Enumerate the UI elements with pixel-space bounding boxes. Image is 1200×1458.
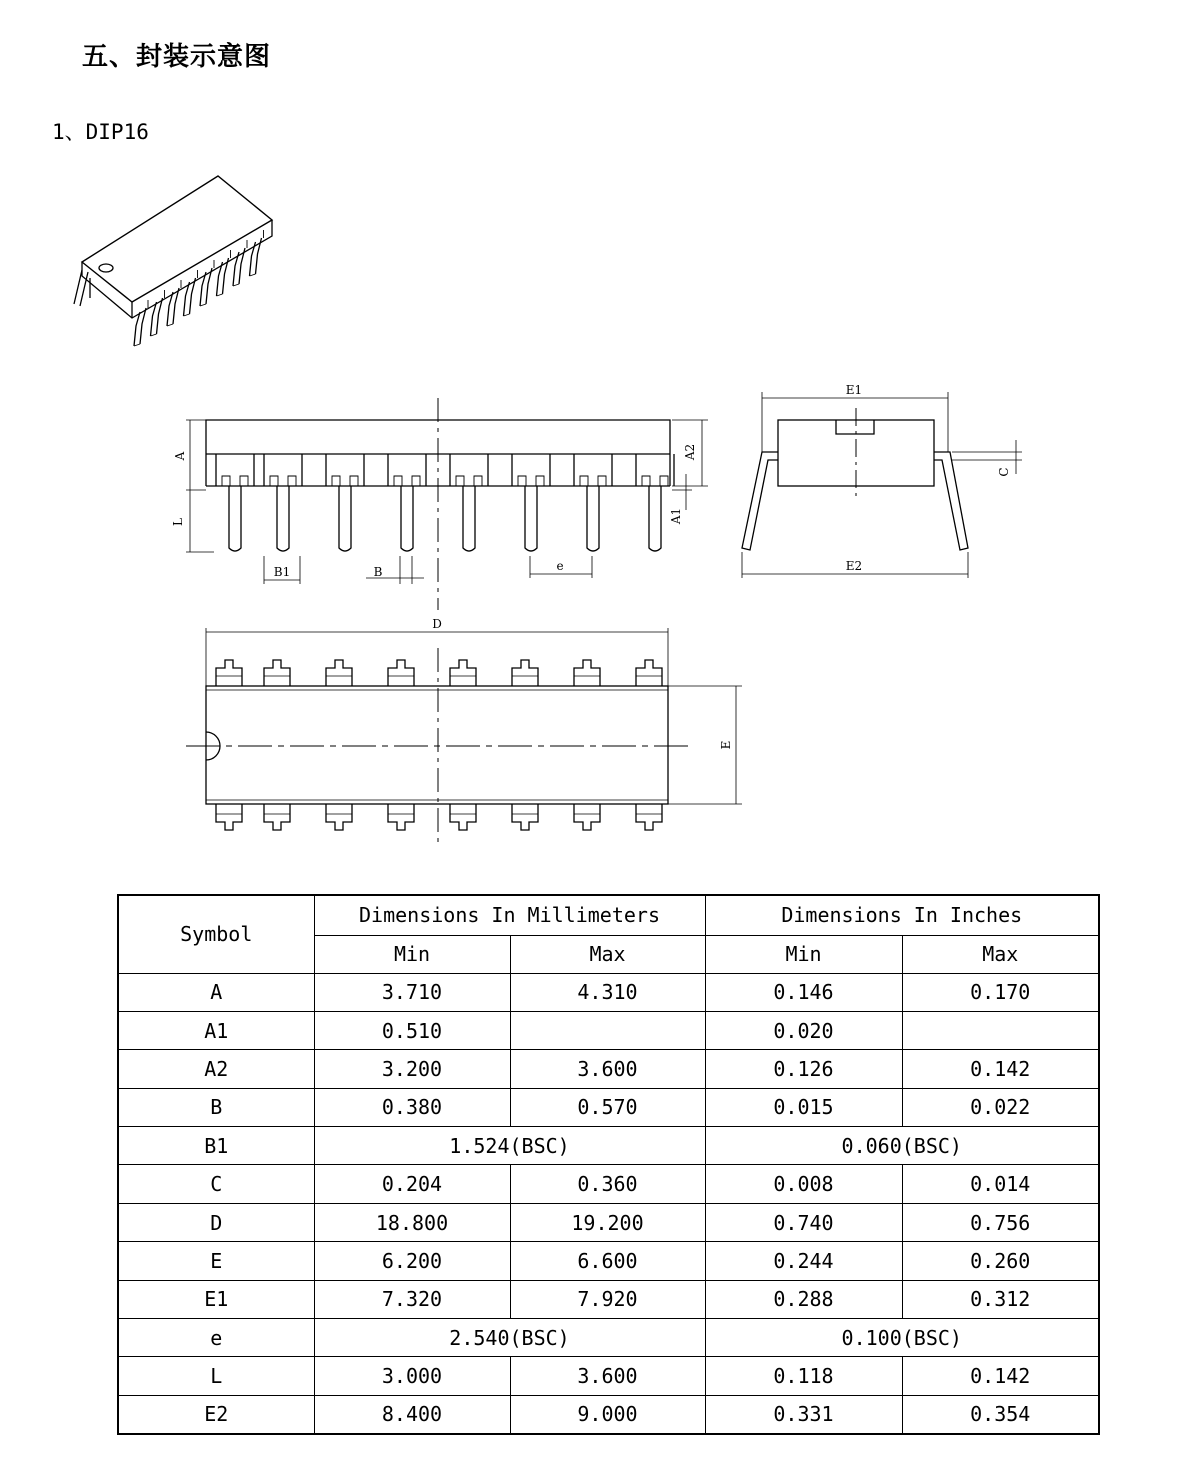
- cell-mm-max: 0.570: [510, 1088, 705, 1126]
- dim-label-E2: E2: [845, 559, 863, 573]
- cell-in-min: 0.015: [705, 1088, 902, 1126]
- cell-mm-min: 18.800: [314, 1203, 510, 1241]
- cell-mm-max: 7.920: [510, 1280, 705, 1318]
- cell-mm-max: [510, 1011, 705, 1049]
- table-row: [118, 1165, 1099, 1203]
- cell-mm-bsc: 2.540(BSC): [314, 1319, 705, 1357]
- header-inches: Dimensions In Inches: [705, 895, 1099, 935]
- table-row: [118, 973, 1099, 1011]
- cell-symbol: A: [118, 973, 314, 1011]
- table-row: [118, 1395, 1099, 1433]
- cell-mm-min: 0.510: [314, 1011, 510, 1049]
- dim-label-C: C: [997, 467, 1011, 477]
- cell-mm-min: 0.380: [314, 1088, 510, 1126]
- cell-symbol: B1: [118, 1127, 314, 1165]
- top-view: [186, 628, 742, 842]
- header-symbol: Symbol: [118, 895, 314, 973]
- header-in-max: Max: [902, 935, 1099, 973]
- dim-label-B1: B1: [273, 565, 291, 579]
- cell-symbol: A2: [118, 1050, 314, 1088]
- dim-label-E: E: [719, 740, 733, 750]
- subsection-title: 1、DIP16: [52, 120, 149, 144]
- dim-label-A1: A1: [669, 507, 683, 525]
- cell-in-max: 0.756: [902, 1203, 1099, 1241]
- dim-label-L: L: [171, 518, 185, 526]
- cell-in-max: 0.022: [902, 1088, 1099, 1126]
- cell-in-max: 0.260: [902, 1242, 1099, 1280]
- table-row: [118, 1127, 1099, 1165]
- cell-in-min: 0.288: [705, 1280, 902, 1318]
- dim-label-E1: E1: [845, 383, 863, 397]
- cell-symbol: E2: [118, 1395, 314, 1433]
- cell-in-min: 0.008: [705, 1165, 902, 1203]
- dim-label-e: e: [556, 559, 564, 573]
- cell-mm-min: 6.200: [314, 1242, 510, 1280]
- cell-mm-min: 0.204: [314, 1165, 510, 1203]
- table-row: [118, 1319, 1099, 1357]
- cell-mm-min: 8.400: [314, 1395, 510, 1433]
- cell-mm-max: 6.600: [510, 1242, 705, 1280]
- cell-in-min: 0.244: [705, 1242, 902, 1280]
- dim-label-D: D: [432, 617, 442, 631]
- cell-symbol: e: [118, 1319, 314, 1357]
- table-row: [118, 1280, 1099, 1318]
- cell-mm-min: 3.710: [314, 973, 510, 1011]
- cell-mm-max: 9.000: [510, 1395, 705, 1433]
- cell-in-max: 0.170: [902, 973, 1099, 1011]
- side-view: [742, 392, 1022, 578]
- dim-label-A: A: [173, 451, 187, 461]
- table-row: [118, 1011, 1099, 1049]
- cell-symbol: E: [118, 1242, 314, 1280]
- front-view: [186, 398, 708, 610]
- cell-mm-max: 19.200: [510, 1203, 705, 1241]
- dim-label-B: B: [373, 565, 383, 579]
- cell-in-max: 0.312: [902, 1280, 1099, 1318]
- cell-mm-max: 3.600: [510, 1357, 705, 1395]
- section-title: 五、封装示意图: [82, 42, 272, 72]
- cell-mm-max: 0.360: [510, 1165, 705, 1203]
- cell-mm-min: 3.200: [314, 1050, 510, 1088]
- cell-in-max: 0.014: [902, 1165, 1099, 1203]
- cell-in-min: 0.118: [705, 1357, 902, 1395]
- chip-3d-sketch: [74, 176, 272, 346]
- cell-mm-min: 3.000: [314, 1357, 510, 1395]
- cell-symbol: L: [118, 1357, 314, 1395]
- cell-symbol: A1: [118, 1011, 314, 1049]
- header-mm-max: Max: [510, 935, 705, 973]
- cell-mm-max: 3.600: [510, 1050, 705, 1088]
- cell-mm-min: 7.320: [314, 1280, 510, 1318]
- cell-in-max: 0.142: [902, 1357, 1099, 1395]
- cell-in-max: 0.354: [902, 1395, 1099, 1433]
- table-row: [118, 1242, 1099, 1280]
- cell-mm-max: 4.310: [510, 973, 705, 1011]
- cell-symbol: C: [118, 1165, 314, 1203]
- cell-in-min: 0.146: [705, 973, 902, 1011]
- cell-in-bsc: 0.060(BSC): [705, 1127, 1099, 1165]
- header-mm-min: Min: [314, 935, 510, 973]
- cell-in-min: 0.740: [705, 1203, 902, 1241]
- header-millimeters: Dimensions In Millimeters: [314, 895, 705, 935]
- cell-in-min: 0.020: [705, 1011, 902, 1049]
- dimensions-table: [117, 894, 1100, 1435]
- cell-in-min: 0.331: [705, 1395, 902, 1433]
- cell-symbol: E1: [118, 1280, 314, 1318]
- cell-symbol: B: [118, 1088, 314, 1126]
- cell-mm-bsc: 1.524(BSC): [314, 1127, 705, 1165]
- table-row: [118, 1050, 1099, 1088]
- cell-in-min: 0.126: [705, 1050, 902, 1088]
- header-in-min: Min: [705, 935, 902, 973]
- table-row: [118, 1203, 1099, 1241]
- cell-in-max: [902, 1011, 1099, 1049]
- dim-label-A2: A2: [683, 443, 697, 461]
- cell-in-bsc: 0.100(BSC): [705, 1319, 1099, 1357]
- cell-symbol: D: [118, 1203, 314, 1241]
- cell-in-max: 0.142: [902, 1050, 1099, 1088]
- table-row: [118, 1357, 1099, 1395]
- table-row: [118, 1088, 1099, 1126]
